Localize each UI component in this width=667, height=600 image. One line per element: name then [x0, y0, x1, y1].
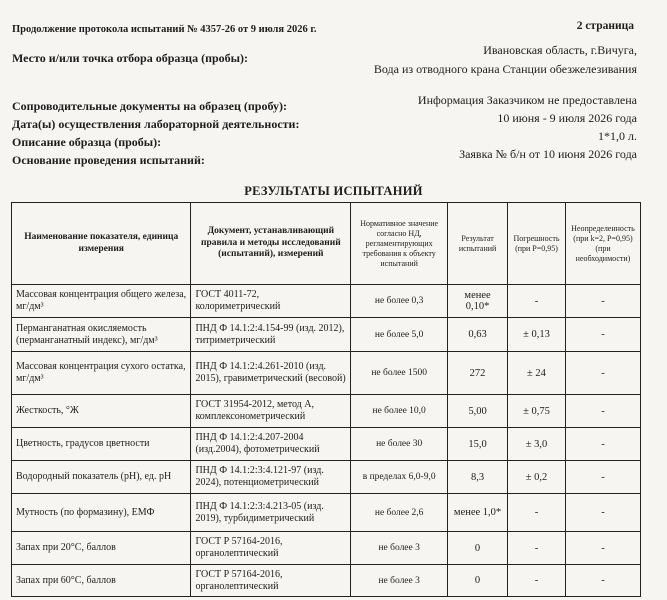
field-value-sample-description: 1*1,0 л. [598, 129, 637, 143]
cell-error: ± 24 [508, 352, 566, 395]
header-method-document: Документ, устанавливающий правила и методы исследований (испытаний), измерений [191, 203, 351, 285]
cell-uncertainty: - [565, 285, 640, 318]
results-title: РЕЗУЛЬТАТЫ ИСПЫТАНИЙ [244, 184, 423, 198]
field-value-accompanying-docs: Информация Заказчиком не предоставлена [417, 93, 637, 107]
field-value-lab-dates: 10 июня - 9 июля 2026 года [497, 111, 637, 125]
cell-error: - [508, 494, 566, 532]
cell-uncertainty: - [565, 352, 640, 395]
page-number: 2 страница [576, 20, 634, 32]
cell-indicator: Водородный показатель (рН), ед. рН [12, 461, 191, 494]
field-label-accompanying-docs: Сопроводительные документы на образец (пробу): [12, 99, 288, 113]
results-table [11, 202, 641, 597]
cell-indicator: Запах при 60°С, баллов [12, 565, 191, 597]
cell-indicator: Перманганатная окисляемость (перманганатный индекс), мг/дм³ [12, 318, 191, 352]
table-row [12, 352, 641, 395]
cell-indicator: Массовая концентрация сухого остатка, мг/дм³ [12, 352, 191, 395]
table-row [12, 494, 641, 532]
cell-uncertainty: - [565, 428, 640, 461]
cell-indicator: Жесткость, °Ж [12, 395, 191, 428]
header-indicator: Наименование показателя, единица измерения [12, 203, 191, 285]
cell-method: ПНД Ф 14.1:2:4.207-2004 (изд.2004), фотометрический [191, 428, 351, 461]
cell-norm: в пределах 6,0-9,0 [351, 461, 448, 494]
cell-result: 0,63 [448, 318, 508, 352]
table-row [12, 318, 641, 352]
header-result: Результат испытаний [448, 203, 508, 285]
table-row [12, 285, 641, 318]
table-row [12, 565, 641, 597]
table-row [12, 428, 641, 461]
cell-method: ГОСТ 31954-2012, метод А, комплексонометрический [191, 395, 351, 428]
field-value-sampling-place-line2: Вода из отводного крана Станции обезжелезивания [373, 62, 637, 76]
cell-indicator: Запах при 20°С, баллов [12, 532, 191, 565]
cell-error: - [508, 285, 566, 318]
field-value-testing-basis: Заявка № б/н от 10 июня 2026 года [459, 147, 637, 161]
cell-error: ± 0,2 [508, 461, 566, 494]
cell-indicator: Цветность, градусов цветности [12, 428, 191, 461]
cell-method: ПНД Ф 14.1:2:3:4.213-05 (изд. 2019), турбидиметрический [191, 494, 351, 532]
cell-result: 0 [448, 565, 508, 597]
cell-uncertainty: - [565, 395, 640, 428]
table-row [12, 532, 641, 565]
cell-method: ПНД Ф 14.1:2:4.261-2010 (изд. 2015), гравиметрический (весовой) [191, 352, 351, 395]
cell-norm: не более 1500 [351, 352, 448, 395]
header-uncertainty: Неопределенность (при k=2, P=0,95) (при необходимости) [565, 203, 640, 285]
header-error: Погрешность (при P=0,95) [508, 203, 566, 285]
cell-result: менее 0,10* [448, 285, 508, 318]
cell-method: ПНД Ф 14.1:2:3:4.121-97 (изд. 2024), потенциометрический [191, 461, 351, 494]
cell-method: ПНД Ф 14.1:2:4.154-99 (изд. 2012), титриметрический [191, 318, 351, 352]
results-table-header-row [12, 203, 641, 285]
cell-result: 8,3 [448, 461, 508, 494]
cell-indicator: Мутность (по формазину), ЕМФ [12, 494, 191, 532]
cell-norm: не более 0,3 [351, 285, 448, 318]
cell-norm: не более 10,0 [351, 395, 448, 428]
protocol-continuation-line: Продолжение протокола испытаний № 4357-26 от 9 июля 2026 г. [12, 24, 317, 35]
cell-result: 15,0 [448, 428, 508, 461]
cell-error: ± 3,0 [508, 428, 566, 461]
field-value-sampling-place-line1: Ивановская область, г.Вичуга, [483, 43, 637, 57]
cell-uncertainty: - [565, 532, 640, 565]
cell-error: ± 0,13 [508, 318, 566, 352]
cell-method: ГОСТ 4011-72, колориметрический [191, 285, 351, 318]
cell-uncertainty: - [565, 461, 640, 494]
cell-norm: не более 3 [351, 532, 448, 565]
cell-uncertainty: - [565, 318, 640, 352]
cell-norm: не более 2,6 [351, 494, 448, 532]
table-row [12, 395, 641, 428]
cell-norm: не более 3 [351, 565, 448, 597]
cell-method: ГОСТ Р 57164-2016, органолептический [191, 532, 351, 565]
field-label-sampling-place: Место и/или точка отбора образца (пробы): [12, 51, 249, 65]
cell-norm: не более 30 [351, 428, 448, 461]
cell-error: - [508, 532, 566, 565]
cell-method: ГОСТ Р 57164-2016, органолептический [191, 565, 351, 597]
cell-norm: не более 5,0 [351, 318, 448, 352]
cell-result: 5,00 [448, 395, 508, 428]
cell-result: менее 1,0* [448, 494, 508, 532]
table-row [12, 461, 641, 494]
field-label-sample-description: Описание образца (пробы): [12, 135, 162, 149]
cell-uncertainty: - [565, 494, 640, 532]
cell-error: - [508, 565, 566, 597]
header-normative-value: Нормативное значение согласно НД, регламентирующих требования к объекту испытаний [351, 203, 448, 285]
cell-uncertainty: - [565, 565, 640, 597]
cell-result: 0 [448, 532, 508, 565]
cell-error: ± 0,75 [508, 395, 566, 428]
field-label-lab-dates: Дата(ы) осуществления лабораторной деятельности: [12, 117, 300, 131]
cell-indicator: Массовая концентрация общего железа, мг/дм³ [12, 285, 191, 318]
field-label-testing-basis: Основание проведения испытаний: [12, 153, 205, 167]
cell-result: 272 [448, 352, 508, 395]
